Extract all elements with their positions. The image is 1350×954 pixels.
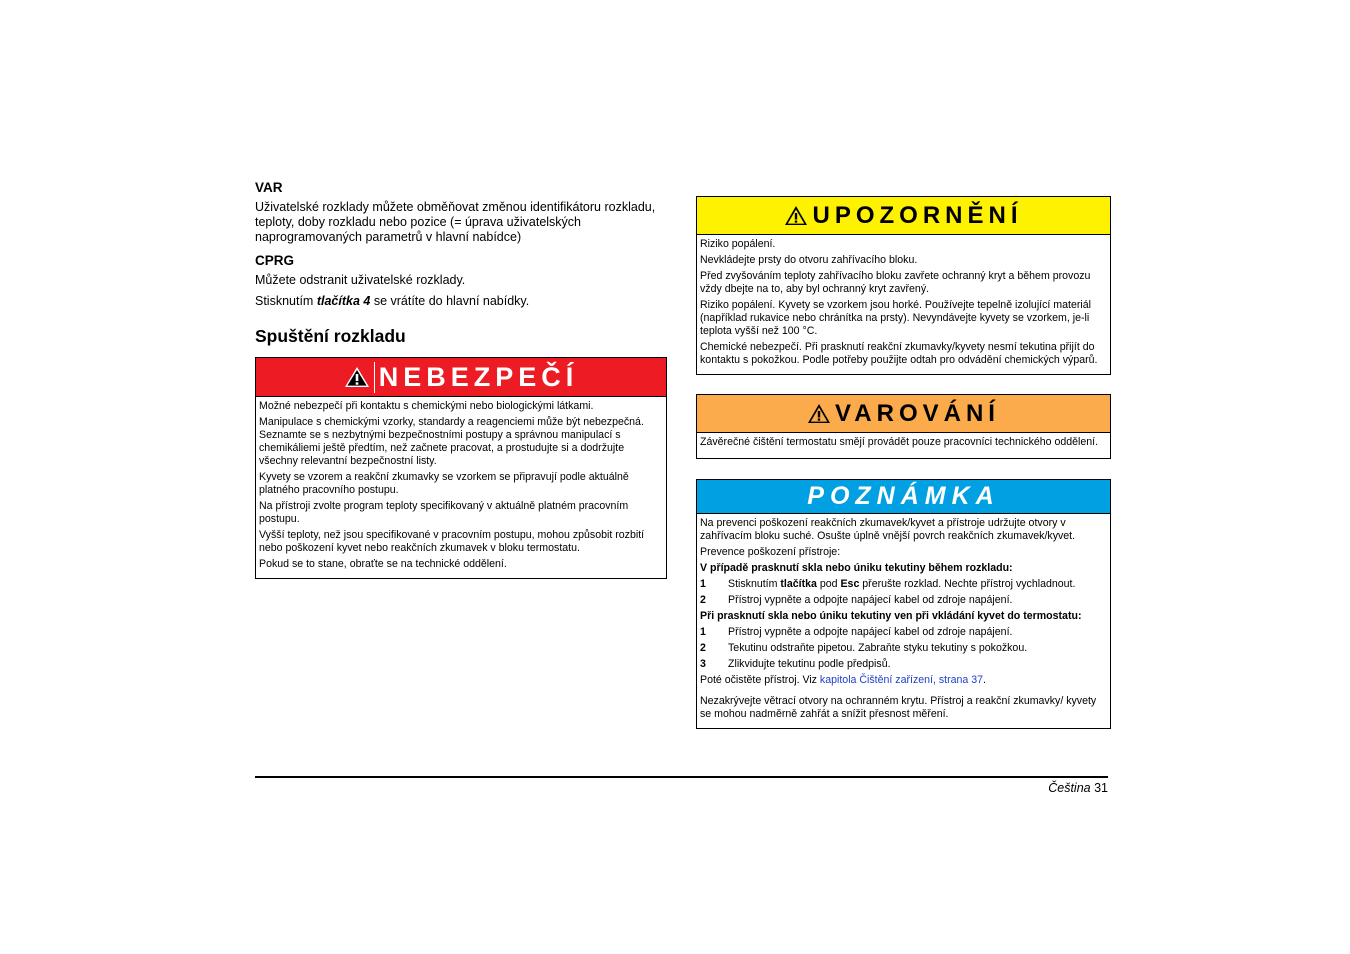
footer-rule	[255, 776, 1108, 778]
note-box	[696, 479, 1111, 729]
caution-paragraph: Riziko popálení. Kyvety se vzorkem jsou horké. Používejte tepelně izolující materiál (například rukavice nebo chránítka na prsty). Nevyndávejte kyvety se vzorkem, je-li teplota vyšší než 100 °C.	[700, 299, 1091, 337]
note-clean: Poté očistěte přístroj. Viz kapitola Čištění zařízení, strana 37.	[700, 674, 986, 686]
note-case1-heading: V případě prasknutí skla nebo úniku tekutiny během rozkladu:	[700, 562, 1013, 574]
note-prevention: Prevence poškození přístroje:	[700, 546, 841, 558]
note-title: POZNÁMKA	[807, 482, 1000, 510]
warning-triangle-icon	[807, 403, 831, 424]
note-header	[697, 480, 1110, 514]
note-case2-heading: Při prasknutí skla nebo úniku tekutiny ven při vkládání kyvet do termostatu:	[700, 610, 1082, 622]
caution-header	[697, 197, 1110, 235]
left-column	[255, 180, 667, 579]
caution-paragraph: Riziko popálení.	[700, 238, 776, 250]
note-step: 2 Přístroj vypněte a odpojte napájecí kabel od zdroje napájení.	[700, 594, 1013, 606]
note-step: 2 Tekutinu odstraňte pipetou. Zabraňte styku tekutiny s pokožkou.	[700, 642, 1028, 654]
danger-paragraph: Pokud se to stane, obraťte se na technické oddělení.	[259, 558, 507, 570]
danger-paragraph: Vyšší teploty, než jsou specifikované v pracovním postupu, mohou způsobit rozbití nebo poškození kyvet nebo reakčních zkumavek v bloku termostatu.	[259, 529, 645, 554]
note-step: 3 Zlikvidujte tekutinu podle předpisů.	[700, 658, 891, 670]
danger-paragraph: Možné nebezpečí při kontaktu s chemickými nebo biologickými látkami.	[259, 400, 594, 412]
page-footer	[1048, 781, 1108, 795]
return-text: Stisknutím tlačítka 4 se vrátíte do hlavní nabídky.	[255, 294, 530, 308]
warning-paragraph: Závěrečné čištění termostatu smějí provádět pouze pracovníci technického oddělení.	[700, 436, 1099, 448]
note-step: 1 Přístroj vypněte a odpojte napájecí kabel od zdroje napájení.	[700, 626, 1013, 638]
warning-header	[697, 395, 1110, 433]
danger-body	[256, 397, 666, 578]
cprg-text: Můžete odstranit uživatelské rozklady.	[255, 273, 466, 287]
danger-paragraph: Manipulace s chemickými vzorky, standardy a reagenciemi může být nebezpečná. Seznamte se s nezbytnými bezpečnostními postupy a správnou manipulací s chemikáliemi ještě předtím, než začnete pracovat, a prostudujte si a dodržujte všechny relevantní bezpečnostní listy.	[259, 416, 644, 467]
right-column	[696, 196, 1111, 729]
var-text: Uživatelské rozklady můžete obměňovat změnou identifikátoru rozkladu, teploty, doby rozkladu nebo pozice (= úprava uživatelských naprogramovaných parametrů v hlavní nabídce)	[255, 200, 656, 244]
caution-box	[696, 196, 1111, 375]
note-intro: Na prevenci poškození reakčních zkumavek/kyvet a přístroje udržujte otvory v zahřívacím bloku suché. Osušte úplně vnější povrch reakčních zkumavek/kyvet.	[700, 517, 1076, 542]
danger-header	[256, 358, 666, 397]
note-vents: Nezakrývejte větrací otvory na ochranném krytu. Přístroj a reakční zkumavky/ kyvety se mohou nadměrně zahřát a snížit přesnost měření.	[700, 695, 1097, 720]
danger-box	[255, 357, 667, 579]
caution-paragraph: Před zvyšováním teploty zahřívacího bloku zavřete ochranný kryt a během provozu vždy dbejte na to, aby byl ochranný kryt zavřený.	[700, 270, 1091, 295]
var-heading: VAR	[255, 180, 283, 195]
note-body	[697, 514, 1110, 728]
page-number: 31	[1094, 781, 1108, 795]
warning-body	[697, 433, 1110, 458]
cprg-heading: CPRG	[255, 253, 295, 268]
caution-paragraph: Nevkládejte prsty do otvoru zahřívacího bloku.	[700, 254, 918, 266]
note-step: 1 Stisknutím tlačítka pod Esc přerušte rozklad. Nechte přístroj vychladnout.	[700, 578, 1076, 590]
section-title: Spuštění rozkladu	[255, 326, 406, 346]
warning-title: VAROVÁNÍ	[835, 399, 1000, 427]
danger-paragraph: Na přístroji zvolte program teploty specifikovaný v aktuálně platném pracovním postupu.	[259, 500, 629, 525]
danger-paragraph: Kyvety se vzorem a reakční zkumavky se vzorkem se připravují podle aktuálně platného pracovního postupu.	[259, 471, 629, 496]
danger-title: NEBEZPEČÍ	[374, 362, 579, 393]
warning-triangle-icon	[344, 366, 370, 388]
footer-language: Čeština	[1048, 781, 1091, 795]
warning-box	[696, 394, 1111, 459]
caution-body	[697, 235, 1110, 374]
caution-paragraph: Chemické nebezpečí. Při prasknutí reakční zkumavky/kyvety nesmí tekutina přijít do kontaktu s pokožkou. Podle potřeby použijte odtah pro odvádění chemických výparů.	[700, 341, 1098, 366]
key-4: tlačítka 4	[316, 294, 371, 308]
warning-triangle-icon	[784, 205, 808, 226]
caution-title: UPOZORNĚNÍ	[812, 201, 1023, 229]
cleaning-chapter-link[interactable]: kapitola Čištění zařízení, strana 37	[819, 674, 984, 686]
